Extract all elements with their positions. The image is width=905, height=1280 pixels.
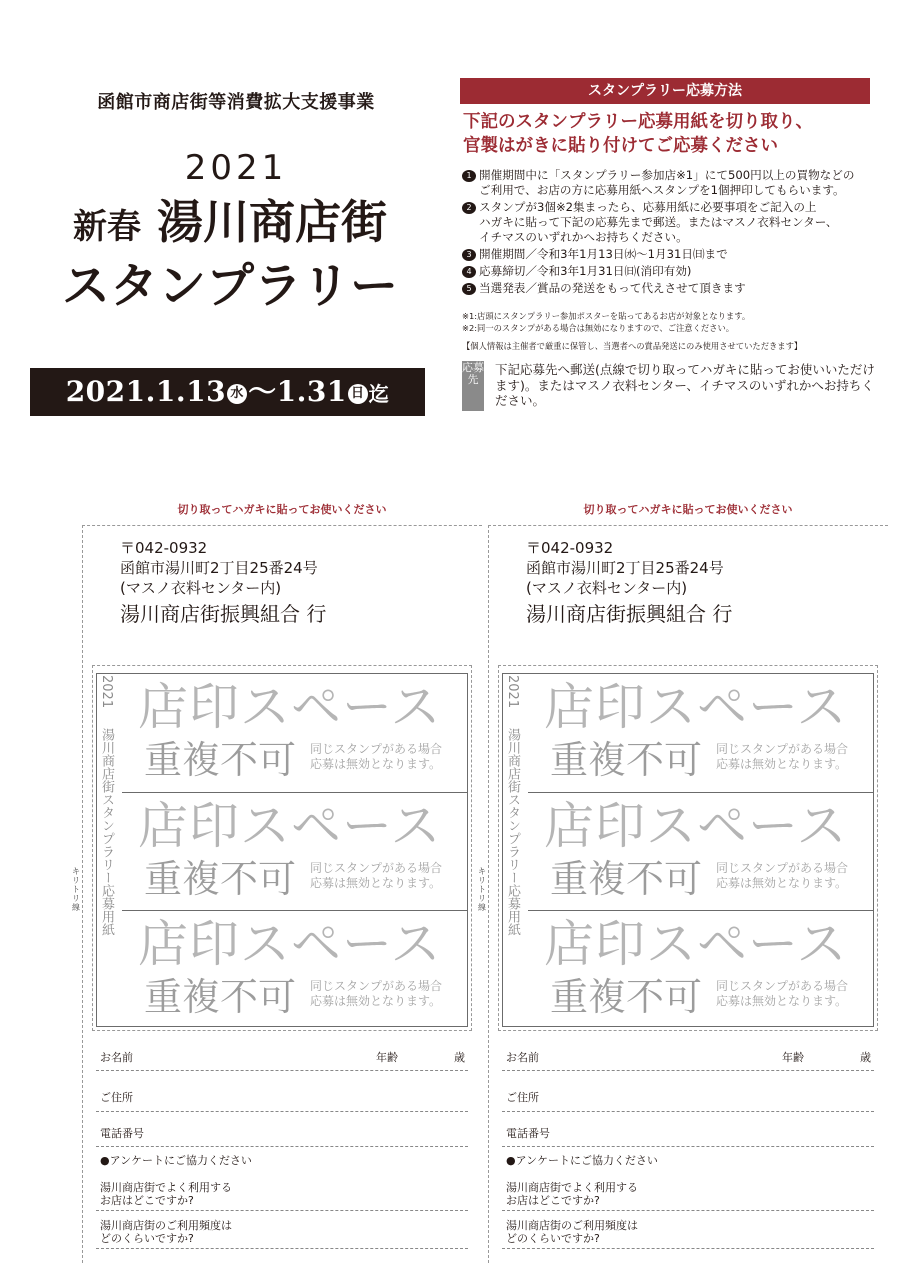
survey-question-1[interactable] bbox=[502, 1181, 874, 1211]
stamp-space-label: 店印スペース bbox=[138, 797, 442, 855]
event-date-banner bbox=[30, 368, 425, 416]
no-duplicate-label: 重複不可 bbox=[550, 738, 703, 782]
stamp-slot[interactable] bbox=[122, 910, 468, 1028]
howto-step bbox=[462, 200, 882, 245]
cut-line-label: キリトリ線 bbox=[478, 867, 486, 912]
condition-line-1: 同じスタンプがある場合 bbox=[716, 861, 849, 875]
cut-line bbox=[488, 525, 489, 1263]
entry-card-right bbox=[478, 503, 888, 1263]
vertical-text: 湯川商店街スタンプラリー応募用紙 bbox=[505, 728, 520, 937]
privacy-notice: 【個人情報は主催者で厳重に保管し、当選者への賞品発送にのみ使用させていただきます】 bbox=[462, 341, 803, 351]
howto-steps bbox=[462, 168, 882, 298]
condition-line-2: 応募は無効となります。 bbox=[716, 757, 848, 771]
destination-text: 下記応募先へ郵送(点線で切り取ってハガキに貼ってお使いいただけます)。またはマスノ衣料センター、イチマスのいずれかへお持ちください。 bbox=[495, 362, 875, 408]
footnote-1: ※1:店頭にスタンプラリー参加ポスターを貼ってあるお店が対象となります。 bbox=[462, 311, 751, 321]
start-weekday-badge: 水 bbox=[227, 384, 247, 404]
cut-line bbox=[82, 525, 83, 1263]
stamp-slot[interactable] bbox=[122, 792, 468, 910]
duplicate-condition bbox=[310, 861, 442, 891]
phone-field[interactable] bbox=[502, 1127, 874, 1147]
survey-label: ●アンケートにご協力ください bbox=[100, 1154, 252, 1167]
survey-label: ●アンケートにご協力ください bbox=[506, 1154, 658, 1167]
title-prefix: 新春 bbox=[72, 207, 141, 247]
stamp-space-label: 店印スペース bbox=[138, 915, 442, 973]
survey-heading bbox=[96, 1154, 468, 1170]
survey-heading bbox=[502, 1154, 874, 1170]
q1-line-1: 湯川商店街でよく利用する bbox=[506, 1181, 638, 1194]
howto-step bbox=[462, 247, 882, 262]
q2-line-2: どのくらいですか? bbox=[506, 1232, 600, 1245]
footnote-2: ※2:同一のスタンプがある場合は無効になりますので、ご注意ください。 bbox=[462, 323, 735, 333]
no-duplicate-label: 重複不可 bbox=[550, 857, 703, 901]
phone-label: 電話番号 bbox=[506, 1127, 550, 1140]
stamp-space-label: 店印スペース bbox=[138, 678, 442, 736]
survey-question-2[interactable] bbox=[502, 1219, 874, 1249]
recipient-name: 湯川商店街振興組合 行 bbox=[526, 602, 733, 626]
condition-line-1: 同じスタンプがある場合 bbox=[716, 742, 849, 756]
howto-step bbox=[462, 168, 882, 198]
name-label: お名前 bbox=[100, 1051, 133, 1064]
stamp-space-label: 店印スペース bbox=[544, 915, 848, 973]
address-line-1: 函館市湯川町2丁目25番24号 bbox=[120, 559, 318, 577]
stamp-slot[interactable] bbox=[528, 792, 874, 910]
name-field[interactable] bbox=[96, 1051, 468, 1071]
stamp-slot[interactable] bbox=[528, 674, 874, 792]
condition-line-1: 同じスタンプがある場合 bbox=[716, 979, 849, 993]
q1-line-1: 湯川商店街でよく利用する bbox=[100, 1181, 232, 1194]
step-text: 開催期間中に「スタンプラリー参加店※1」にて500円以上の買物などの ご利用で、お店の方に応募用紙へスタンプを1個押印してもらいます。 bbox=[479, 168, 855, 197]
duplicate-condition bbox=[310, 979, 442, 1009]
step-text: 応募締切／令和3年1月31日㈰(消印有効) bbox=[479, 264, 692, 278]
no-duplicate-label: 重複不可 bbox=[144, 857, 297, 901]
step-number-badge: 3 bbox=[462, 249, 476, 261]
recipient-name: 湯川商店街振興組合 行 bbox=[120, 602, 327, 626]
no-duplicate-label: 重複不可 bbox=[144, 975, 297, 1019]
condition-line-2: 応募は無効となります。 bbox=[310, 757, 442, 771]
step-text: スタンプが3個※2集まったら、応募用紙に必要事項をご記入の上 ハガキに貼って下記の応募先まで郵送。またはマスノ衣料センター、 イチマスのいずれかへお持ちください。 bbox=[479, 200, 838, 244]
vertical-year: 2021 bbox=[99, 675, 114, 709]
step-number-badge: 5 bbox=[462, 283, 476, 295]
event-year: 2021 bbox=[184, 148, 288, 188]
condition-line-1: 同じスタンプがある場合 bbox=[310, 861, 443, 875]
mailing-address bbox=[120, 538, 326, 624]
howto-headline-1: 下記のスタンプラリー応募用紙を切り取り、 bbox=[463, 112, 813, 132]
age-label: 年齢 bbox=[376, 1051, 398, 1064]
condition-line-2: 応募は無効となります。 bbox=[310, 994, 442, 1008]
organization-name: 函館市商店街等消費拡大支援事業 bbox=[97, 92, 375, 113]
date-suffix: 迄 bbox=[368, 382, 390, 406]
q2-line-2: どのくらいですか? bbox=[100, 1232, 194, 1245]
cut-line bbox=[82, 525, 482, 526]
condition-line-2: 応募は無効となります。 bbox=[716, 876, 848, 890]
postal-code: 〒042-0932 bbox=[526, 539, 614, 557]
condition-line-1: 同じスタンプがある場合 bbox=[310, 979, 443, 993]
condition-line-1: 同じスタンプがある場合 bbox=[310, 742, 443, 756]
age-label: 年齢 bbox=[782, 1051, 804, 1064]
mailing-address bbox=[526, 538, 732, 624]
stamp-slot[interactable] bbox=[528, 910, 874, 1028]
no-duplicate-label: 重複不可 bbox=[144, 738, 297, 782]
postal-code: 〒042-0932 bbox=[120, 539, 208, 557]
event-title-line2: スタンプラリー bbox=[61, 258, 398, 314]
cut-line-label: キリトリ線 bbox=[72, 867, 80, 912]
address-line-2: (マスノ衣料センター内) bbox=[120, 579, 282, 597]
phone-field[interactable] bbox=[96, 1127, 468, 1147]
duplicate-condition bbox=[716, 861, 848, 891]
date-start: 2021.1.13 bbox=[65, 375, 227, 408]
stamp-space-label: 店印スペース bbox=[544, 797, 848, 855]
duplicate-condition bbox=[310, 742, 442, 772]
vertical-text: 湯川商店街スタンプラリー応募用紙 bbox=[99, 728, 114, 937]
q1-line-2: お店はどこですか? bbox=[100, 1194, 194, 1207]
step-number-badge: 1 bbox=[462, 170, 476, 182]
duplicate-condition bbox=[716, 742, 848, 772]
vertical-form-title bbox=[98, 675, 118, 1025]
step-text: 開催期間／令和3年1月13日㈬〜1月31日㈰まで bbox=[479, 247, 728, 261]
no-duplicate-label: 重複不可 bbox=[550, 975, 703, 1019]
survey-question-1[interactable] bbox=[96, 1181, 468, 1211]
condition-line-2: 応募は無効となります。 bbox=[716, 994, 848, 1008]
phone-label: 電話番号 bbox=[100, 1127, 144, 1140]
stamp-space-label: 店印スペース bbox=[544, 678, 848, 736]
duplicate-condition bbox=[716, 979, 848, 1009]
step-number-badge: 4 bbox=[462, 266, 476, 278]
address-line-1: 函館市湯川町2丁目25番24号 bbox=[526, 559, 724, 577]
address-line-2: (マスノ衣料センター内) bbox=[526, 579, 688, 597]
age-unit: 歳 bbox=[860, 1051, 871, 1064]
age-unit: 歳 bbox=[454, 1051, 465, 1064]
howto-title-bar: スタンプラリー応募方法 bbox=[460, 78, 870, 104]
cut-line bbox=[488, 525, 888, 526]
address-field[interactable] bbox=[96, 1091, 468, 1112]
address-field[interactable] bbox=[502, 1091, 874, 1112]
condition-line-2: 応募は無効となります。 bbox=[310, 876, 442, 890]
howto-step bbox=[462, 264, 882, 279]
address-label: ご住所 bbox=[100, 1091, 133, 1104]
step-number-badge: 2 bbox=[462, 202, 476, 214]
vertical-year: 2021 bbox=[505, 675, 520, 709]
survey-question-2[interactable] bbox=[96, 1219, 468, 1249]
address-label: ご住所 bbox=[506, 1091, 539, 1104]
howto-headline-2: 官製はがきに貼り付けてご応募ください bbox=[463, 136, 778, 156]
name-label: お名前 bbox=[506, 1051, 539, 1064]
q2-line-1: 湯川商店街のご利用頻度は bbox=[100, 1219, 232, 1232]
event-title-line1 bbox=[40, 196, 420, 253]
q1-line-2: お店はどこですか? bbox=[506, 1194, 600, 1207]
q2-line-1: 湯川商店街のご利用頻度は bbox=[506, 1219, 638, 1232]
howto-headline bbox=[463, 110, 883, 158]
stamp-slot[interactable] bbox=[122, 674, 468, 792]
date-end: 1.31 bbox=[276, 375, 347, 408]
vertical-form-title bbox=[504, 675, 524, 1025]
cut-instruction: 切り取ってハガキに貼ってお使いください bbox=[583, 503, 793, 516]
footnotes bbox=[462, 310, 882, 334]
howto-step bbox=[462, 281, 882, 296]
entry-card-left bbox=[72, 503, 482, 1263]
title-main: 湯川商店街 bbox=[157, 195, 387, 249]
step-text: 当選発表／賞品の発送をもって代えさせて頂きます bbox=[479, 281, 746, 295]
end-weekday-badge: 日 bbox=[348, 384, 368, 404]
destination-label: 応募先 bbox=[462, 361, 484, 411]
cut-instruction: 切り取ってハガキに貼ってお使いください bbox=[177, 503, 387, 516]
date-tilde: 〜 bbox=[248, 375, 277, 408]
name-field[interactable] bbox=[502, 1051, 874, 1071]
